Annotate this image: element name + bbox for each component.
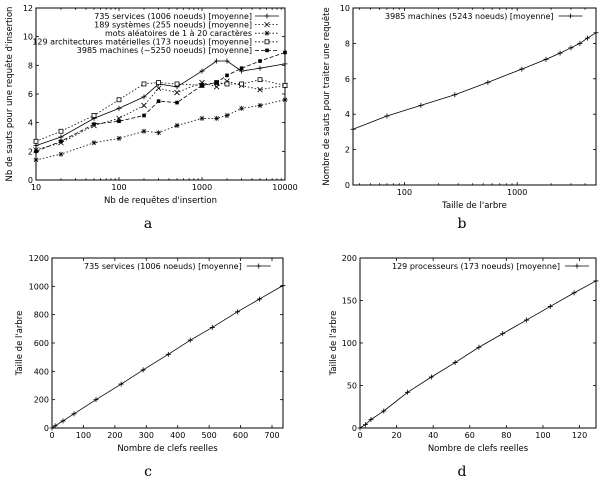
series-3 bbox=[34, 97, 288, 162]
x-tick-label: 200 bbox=[107, 431, 123, 440]
data-point bbox=[92, 114, 96, 118]
data-point bbox=[141, 367, 146, 372]
data-point bbox=[59, 129, 63, 133]
y-tick-label: 2 bbox=[344, 145, 350, 155]
data-point bbox=[119, 382, 124, 387]
y-tick-label: 0 bbox=[344, 181, 350, 190]
data-point bbox=[34, 139, 38, 143]
x-axis-title: Nb de requêtes d'insertion bbox=[104, 196, 217, 206]
data-point bbox=[92, 140, 97, 145]
legend bbox=[385, 12, 583, 21]
x-tick-label: 120 bbox=[571, 431, 588, 440]
data-point bbox=[58, 152, 63, 157]
data-point bbox=[166, 352, 171, 357]
data-point bbox=[577, 41, 582, 46]
data-point bbox=[452, 92, 457, 97]
chart-panel-b bbox=[321, 4, 599, 232]
data-point bbox=[117, 106, 122, 111]
data-point bbox=[283, 51, 287, 55]
y-tick-label: 100 bbox=[341, 339, 357, 348]
data-point bbox=[215, 81, 219, 85]
data-point bbox=[500, 331, 505, 336]
data-point bbox=[200, 84, 204, 88]
y-tick-label: 4 bbox=[344, 110, 350, 120]
legend-label: 189 systèmes (255 noeuds) [moyenne] bbox=[94, 20, 252, 30]
legend-label: mots aléatoires de 1 à 20 caractères bbox=[105, 29, 252, 38]
data-point bbox=[117, 136, 122, 141]
y-tick-label: 0 bbox=[43, 424, 49, 433]
data-point bbox=[175, 82, 179, 86]
data-point bbox=[524, 318, 529, 323]
y-tick-label: 1200 bbox=[28, 254, 49, 263]
legend-label: 129 processeurs (173 noeuds) [moyenne] bbox=[392, 262, 560, 271]
x-tick-label: 10000 bbox=[272, 183, 298, 192]
series-5 bbox=[34, 51, 287, 154]
series-line bbox=[36, 80, 285, 142]
x-tick-label: 100 bbox=[396, 188, 413, 197]
x-axis-title: Nombre de clefs reelles bbox=[427, 444, 529, 454]
legend-marker bbox=[256, 264, 261, 269]
data-point bbox=[594, 30, 599, 35]
data-point bbox=[258, 66, 263, 71]
legend bbox=[84, 262, 271, 271]
data-point bbox=[117, 119, 121, 123]
plot-frame bbox=[360, 258, 596, 428]
data-point bbox=[384, 113, 389, 118]
data-point bbox=[572, 290, 577, 295]
series-line bbox=[353, 33, 596, 129]
data-point bbox=[59, 140, 63, 144]
data-point bbox=[214, 116, 219, 121]
x-tick-label: 600 bbox=[232, 431, 249, 440]
chart-panel-a bbox=[4, 4, 298, 232]
data-point bbox=[225, 82, 229, 86]
y-tick-label: 50 bbox=[346, 381, 357, 391]
data-point bbox=[200, 116, 205, 121]
legend-label: 735 services (1006 noeuds) [moyenne] bbox=[84, 262, 242, 271]
data-point bbox=[548, 304, 553, 309]
y-tick-label: 2 bbox=[27, 147, 33, 157]
y-axis-title: Nb de sauts pour une requête d'insertion bbox=[5, 6, 15, 182]
legend bbox=[392, 262, 589, 271]
data-point bbox=[117, 98, 121, 102]
data-point bbox=[476, 345, 481, 350]
data-point bbox=[34, 143, 39, 148]
y-axis-title: Nombre de sauts pour traiter une requête bbox=[322, 7, 332, 186]
legend-label: 129 architectures matérielles (173 noeuds) [moyenne] bbox=[32, 37, 252, 47]
data-point bbox=[453, 360, 458, 365]
data-point bbox=[34, 157, 39, 162]
data-point bbox=[281, 283, 286, 288]
y-tick-label: 8 bbox=[344, 39, 350, 49]
data-point bbox=[175, 123, 180, 128]
data-point bbox=[258, 78, 262, 82]
x-axis-title: Nombre de clefs reelles bbox=[117, 444, 218, 454]
x-tick-label: 700 bbox=[264, 431, 280, 440]
x-axis-title: Taille de l'arbre bbox=[442, 201, 507, 211]
data-point bbox=[519, 67, 524, 72]
chart-panel-d bbox=[329, 254, 599, 480]
data-point bbox=[258, 59, 262, 63]
y-tick-label: 200 bbox=[33, 395, 49, 405]
y-tick-label: 200 bbox=[341, 254, 357, 263]
data-point bbox=[94, 397, 99, 402]
legend bbox=[32, 12, 279, 55]
y-tick-label: 6 bbox=[27, 90, 33, 99]
y-tick-label: 8 bbox=[27, 61, 33, 71]
data-point bbox=[239, 106, 244, 111]
legend-label: 3985 machines (~5250 noeuds) [moyenne] bbox=[76, 46, 252, 56]
legend-label: 3985 machines (5243 noeuds) [moyenne] bbox=[385, 12, 554, 21]
legend-marker bbox=[265, 31, 270, 36]
x-tick-label: 10 bbox=[30, 183, 42, 192]
y-axis-title: Taille de l'arbre bbox=[15, 310, 25, 376]
y-tick-label: 0 bbox=[351, 424, 357, 433]
data-point bbox=[92, 122, 96, 126]
x-tick-label: 40 bbox=[428, 431, 439, 440]
x-tick-label: 500 bbox=[201, 431, 217, 440]
x-tick-label: 400 bbox=[170, 431, 186, 440]
y-tick-label: 800 bbox=[33, 310, 49, 320]
legend-marker bbox=[265, 22, 270, 27]
data-point bbox=[156, 86, 161, 91]
series-line bbox=[36, 81, 285, 150]
data-point bbox=[141, 103, 146, 108]
data-point bbox=[543, 57, 548, 62]
data-point bbox=[485, 80, 490, 85]
y-tick-label: 12 bbox=[22, 4, 33, 13]
panel-caption: a bbox=[143, 216, 153, 232]
x-tick-label: 60 bbox=[464, 431, 475, 440]
series-1 bbox=[358, 278, 599, 430]
data-point bbox=[141, 129, 146, 134]
x-tick-label: 1000 bbox=[191, 183, 213, 192]
x-tick-label: 0 bbox=[49, 431, 55, 440]
legend-marker bbox=[575, 264, 580, 269]
y-axis-title: Taille de l'arbre bbox=[329, 310, 339, 376]
data-point bbox=[351, 127, 356, 132]
data-point bbox=[594, 278, 599, 283]
data-point bbox=[210, 325, 215, 330]
x-tick-label: 100 bbox=[111, 183, 127, 192]
x-tick-label: 300 bbox=[138, 431, 154, 440]
data-point bbox=[157, 81, 161, 85]
data-point bbox=[72, 411, 77, 416]
y-tick-label: 600 bbox=[33, 339, 49, 348]
data-point bbox=[142, 114, 146, 118]
data-point bbox=[585, 36, 590, 41]
data-point bbox=[58, 135, 63, 140]
y-tick-label: 4 bbox=[27, 118, 33, 128]
plot-frame bbox=[353, 8, 596, 185]
data-point bbox=[224, 59, 229, 64]
data-point bbox=[214, 59, 219, 64]
x-tick-label: 1000 bbox=[507, 188, 528, 197]
x-tick-label: 80 bbox=[501, 431, 512, 440]
data-point bbox=[418, 103, 423, 108]
data-point bbox=[429, 375, 434, 380]
series-1 bbox=[50, 283, 286, 431]
panel-caption: c bbox=[144, 464, 152, 480]
y-tick-label: 150 bbox=[341, 296, 357, 306]
series-line bbox=[52, 285, 283, 428]
y-tick-label: 1000 bbox=[28, 282, 49, 292]
data-point bbox=[225, 74, 229, 78]
series-2 bbox=[34, 79, 288, 153]
data-point bbox=[175, 101, 179, 105]
data-point bbox=[358, 426, 363, 431]
y-tick-label: 10 bbox=[339, 4, 350, 13]
data-point bbox=[257, 297, 262, 302]
data-point bbox=[283, 83, 287, 87]
legend-marker bbox=[265, 49, 269, 53]
legend-marker bbox=[265, 14, 270, 19]
panel-caption: b bbox=[457, 216, 467, 232]
series-line bbox=[360, 281, 596, 428]
data-point bbox=[156, 130, 161, 135]
data-point bbox=[235, 309, 240, 314]
data-point bbox=[224, 113, 229, 118]
data-point bbox=[568, 45, 573, 50]
data-point bbox=[558, 51, 563, 56]
data-point bbox=[240, 66, 244, 70]
y-tick-label: 400 bbox=[33, 367, 49, 377]
data-point bbox=[214, 84, 219, 89]
data-point bbox=[200, 69, 205, 74]
y-tick-label: 6 bbox=[344, 74, 350, 84]
data-point bbox=[240, 82, 244, 86]
x-tick-label: 100 bbox=[535, 431, 551, 440]
data-point bbox=[283, 97, 288, 102]
data-point bbox=[188, 338, 193, 343]
data-point bbox=[34, 150, 38, 154]
data-point bbox=[142, 82, 146, 86]
x-tick-label: 100 bbox=[75, 431, 92, 440]
plot-frame bbox=[52, 258, 283, 428]
y-tick-label: 0 bbox=[27, 176, 33, 185]
y-tick-label: 10 bbox=[22, 32, 33, 42]
x-tick-label: 0 bbox=[357, 431, 363, 440]
panel-caption: d bbox=[457, 464, 467, 480]
legend-marker bbox=[265, 40, 269, 44]
series-1 bbox=[351, 30, 599, 131]
data-point bbox=[175, 90, 180, 95]
legend-marker bbox=[568, 14, 573, 19]
chart-panel-c bbox=[15, 254, 286, 480]
data-point bbox=[258, 103, 263, 108]
x-tick-label: 20 bbox=[391, 431, 402, 440]
data-point bbox=[61, 418, 66, 423]
legend-label: 735 services (1006 noeuds) [moyenne] bbox=[94, 11, 252, 21]
data-point bbox=[157, 99, 161, 103]
